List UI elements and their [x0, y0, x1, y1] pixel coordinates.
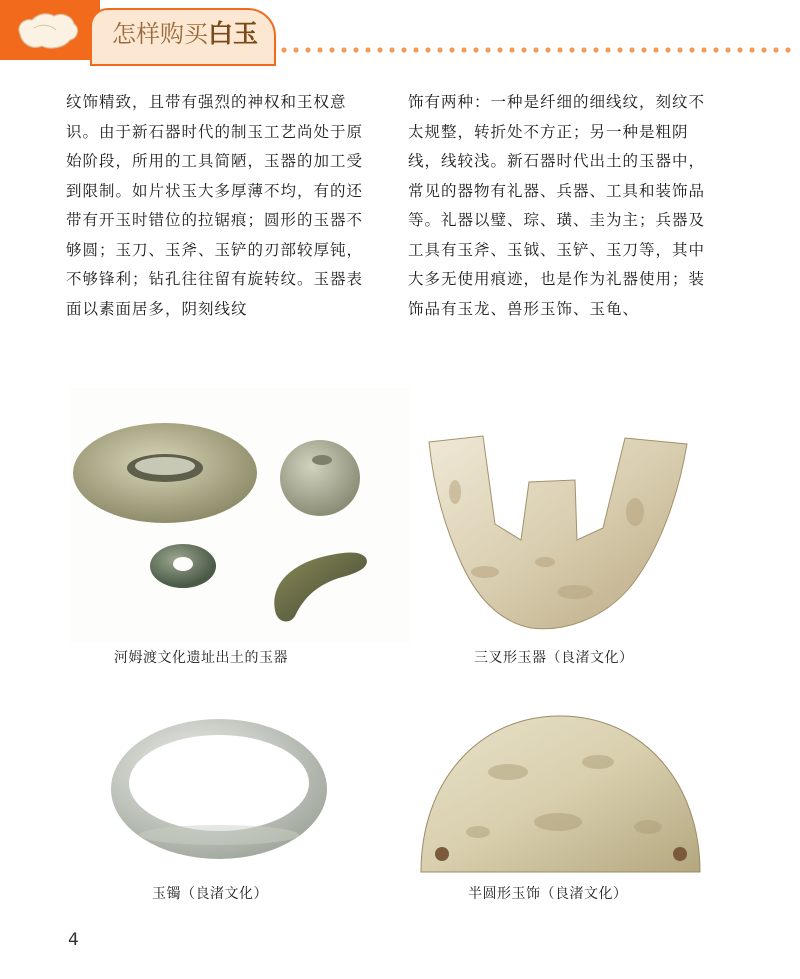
- figure-caption-semicircular: 半圆形玉饰（良渚文化）: [468, 886, 628, 902]
- rule-dot: [521, 47, 526, 52]
- rule-dot: [725, 47, 730, 52]
- rule-dot: [437, 47, 442, 52]
- rule-dot: [785, 47, 790, 52]
- rule-dot: [617, 47, 622, 52]
- dotted-rule: [280, 45, 800, 55]
- rule-dot: [341, 47, 346, 52]
- body-text-left-column: [66, 88, 376, 324]
- rule-dot: [401, 47, 406, 52]
- hemudu-jade-photo: [70, 388, 410, 643]
- rule-dot: [305, 47, 310, 52]
- jade-piece-icon: [10, 6, 85, 56]
- rule-dot: [689, 47, 694, 52]
- rule-dot: [545, 47, 550, 52]
- rule-dot: [773, 47, 778, 52]
- body-paragraph-right: 饰有两种：一种是纤细的细线纹，刻纹不太规整，转折处不方正；另一种是粗阴线，线较浅。新石器时代出土的玉器中，常见的器物有礼器、兵器、工具和装饰品等。礼器以璧、琮、璜、圭为主；兵器及工具有玉斧、玉钺、玉铲、玉刀等，其中大多无使用痕迹，也是作为礼器使用；装饰品有玉龙、兽形玉饰、玉龟、: [408, 93, 706, 318]
- jade-bracelet-photo: [108, 715, 330, 863]
- page-header: [0, 0, 800, 75]
- rule-dot: [653, 47, 658, 52]
- rule-dot: [389, 47, 394, 52]
- title-emphasis: 白玉: [208, 19, 259, 48]
- rule-dot: [677, 47, 682, 52]
- rule-dot: [533, 47, 538, 52]
- rule-dot: [641, 47, 646, 52]
- rule-dot: [425, 47, 430, 52]
- rule-dot: [281, 47, 286, 52]
- figure-caption-bracelet: 玉镯（良渚文化）: [152, 886, 268, 902]
- rule-dot: [593, 47, 598, 52]
- rule-dot: [569, 47, 574, 52]
- rule-dot: [749, 47, 754, 52]
- semicircular-jade-photo: [418, 712, 703, 874]
- body-paragraph-left: 纹饰精致，且带有强烈的神权和王权意识。由于新石器时代的制玉工艺尚处于原始阶段，所用的工具简陋，玉器的加工受到限制。如片状玉大多厚薄不均，有的还带有开玉时错位的拉锯痕；圆形的玉器不够圆；玉刀、玉斧、玉铲的刃部较厚钝，不够锋利；钻孔往往留有旋转纹。玉器表面以素面居多，阴刻线纹: [66, 93, 364, 318]
- rule-dot: [377, 47, 382, 52]
- rule-dot: [605, 47, 610, 52]
- page-title: [112, 20, 258, 48]
- rule-dot: [293, 47, 298, 52]
- rule-dot: [701, 47, 706, 52]
- figure-caption-hemudu: 河姆渡文化遗址出土的玉器: [114, 650, 288, 666]
- rule-dot: [581, 47, 586, 52]
- rule-dot: [629, 47, 634, 52]
- rule-dot: [329, 47, 334, 52]
- rule-dot: [497, 47, 502, 52]
- rule-dot: [737, 47, 742, 52]
- rule-dot: [473, 47, 478, 52]
- rule-dot: [713, 47, 718, 52]
- body-text-right-column: [408, 88, 718, 324]
- rule-dot: [761, 47, 766, 52]
- rule-dot: [317, 47, 322, 52]
- rule-dot: [665, 47, 670, 52]
- rule-dot: [365, 47, 370, 52]
- page-number: 4: [68, 930, 79, 950]
- title-prefix: 怎样购买: [112, 20, 208, 48]
- rule-dot: [353, 47, 358, 52]
- rule-dot: [449, 47, 454, 52]
- rule-dot: [461, 47, 466, 52]
- rule-dot: [557, 47, 562, 52]
- rule-dot: [413, 47, 418, 52]
- rule-dot: [509, 47, 514, 52]
- rule-dot: [485, 47, 490, 52]
- trident-jade-photo: [425, 432, 695, 642]
- figure-caption-trident: 三叉形玉器（良渚文化）: [474, 650, 634, 666]
